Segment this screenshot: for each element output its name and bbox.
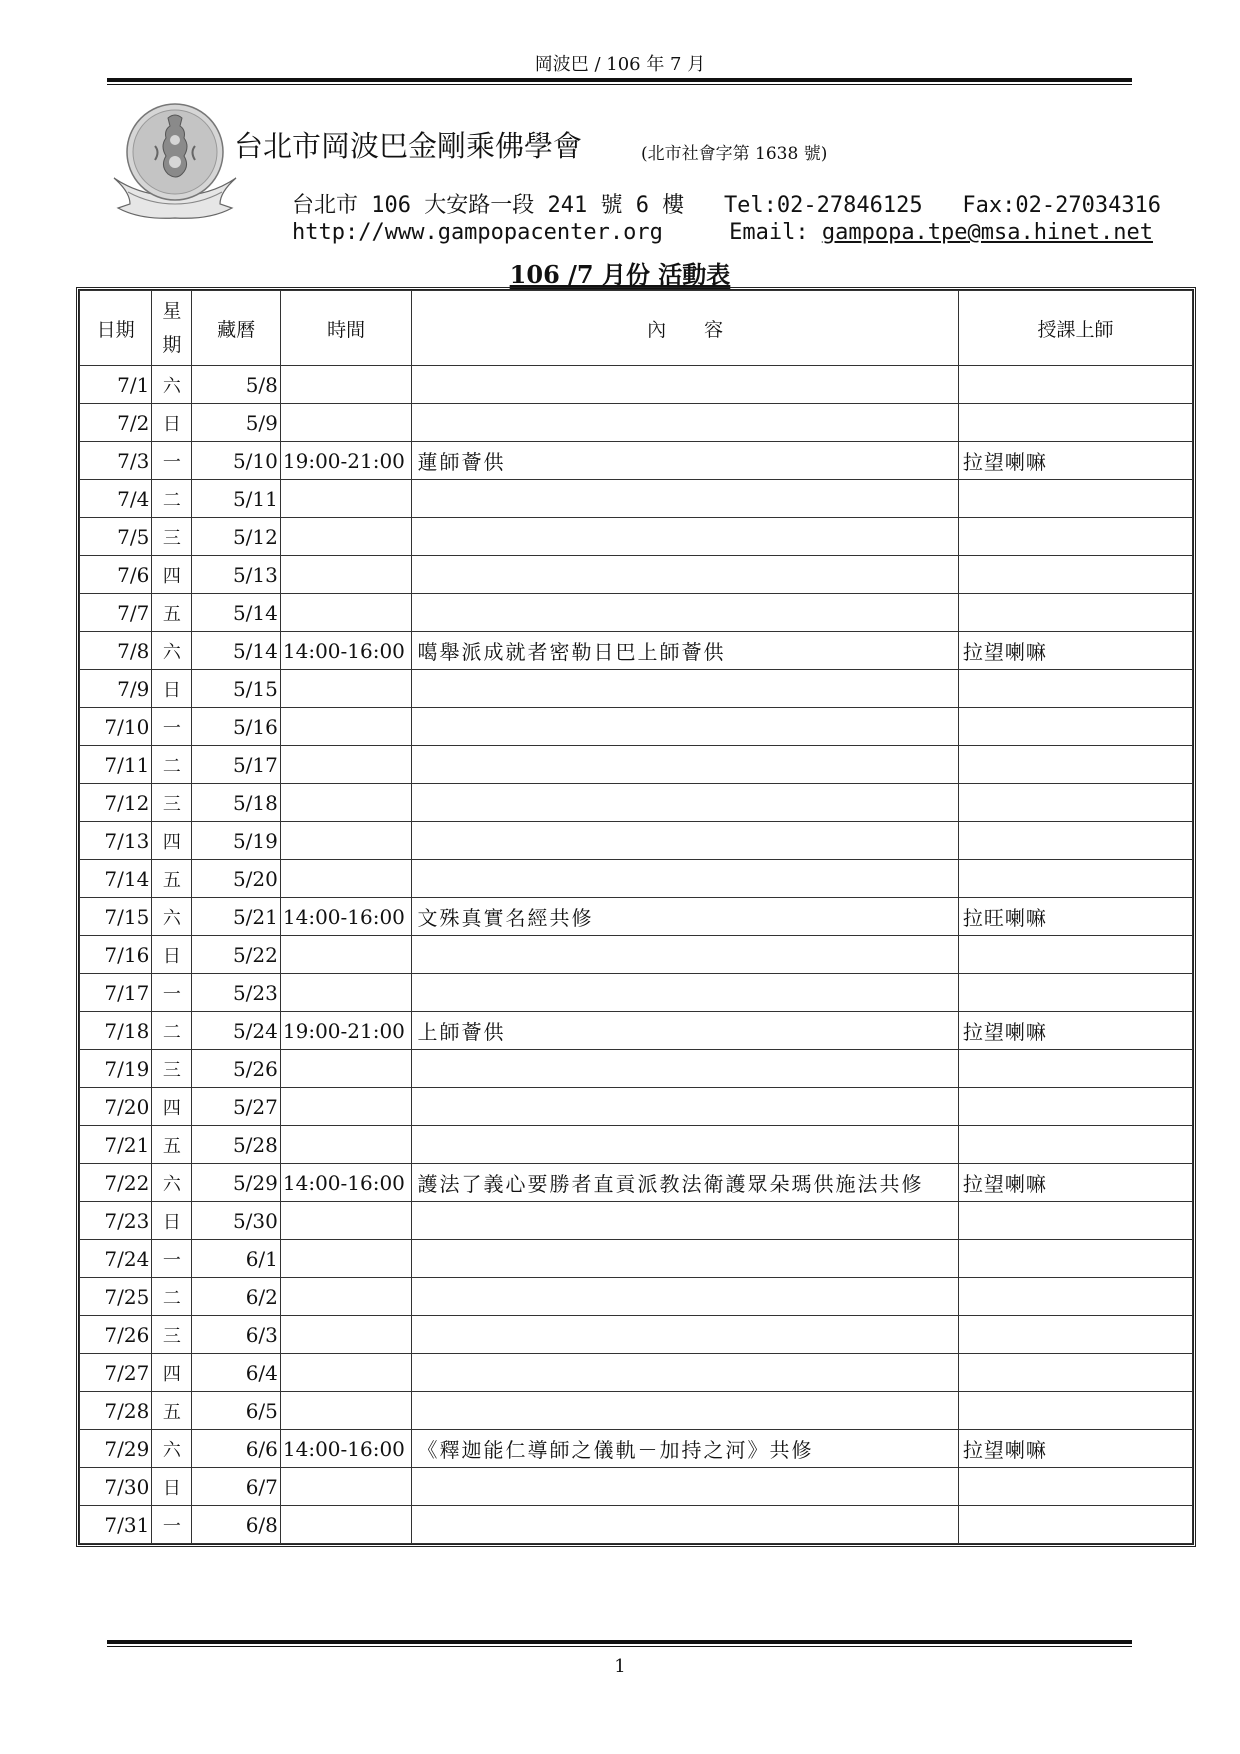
- table-row: [80, 366, 1193, 404]
- cell-content: [412, 1392, 958, 1430]
- table-row: [80, 1392, 1193, 1430]
- cell-lunar: 6/8: [192, 1506, 280, 1544]
- cell-teacher: 拉望喇嘛: [958, 1430, 1192, 1468]
- cell-date: 7/23: [80, 1202, 152, 1240]
- cell-teacher: 拉望喇嘛: [958, 1012, 1192, 1050]
- cell-teacher: [958, 974, 1192, 1012]
- bottom-rule: [107, 1640, 1132, 1644]
- table-row: [80, 1012, 1193, 1050]
- cell-lunar: 5/18: [192, 784, 280, 822]
- cell-time: 14:00-16:00: [280, 1164, 412, 1202]
- cell-teacher: 拉望喇嘛: [958, 632, 1192, 670]
- cell-content: [412, 366, 958, 404]
- cell-date: 7/19: [80, 1050, 152, 1088]
- cell-date: 7/4: [80, 480, 152, 518]
- cell-date: 7/20: [80, 1088, 152, 1126]
- telephone: Tel:02-27846125: [723, 193, 923, 218]
- cell-time: 14:00-16:00: [280, 1430, 412, 1468]
- cell-time: [280, 1088, 412, 1126]
- cell-lunar: 5/16: [192, 708, 280, 746]
- cell-content: [412, 670, 958, 708]
- cell-content: 噶舉派成就者密勒日巴上師薈供: [412, 632, 958, 670]
- cell-date: 7/2: [80, 404, 152, 442]
- cell-time: [280, 784, 412, 822]
- top-rule-thin: [107, 84, 1132, 85]
- cell-date: 7/13: [80, 822, 152, 860]
- cell-time: [280, 1468, 412, 1506]
- cell-date: 7/26: [80, 1316, 152, 1354]
- table-row: [80, 860, 1193, 898]
- cell-teacher: [958, 1354, 1192, 1392]
- table-row: [80, 1240, 1193, 1278]
- cell-weekday: 日: [152, 936, 192, 974]
- cell-weekday: 六: [152, 366, 192, 404]
- cell-lunar: 5/29: [192, 1164, 280, 1202]
- table-row: [80, 594, 1193, 632]
- cell-teacher: 拉望喇嘛: [958, 442, 1192, 480]
- table-row: [80, 784, 1193, 822]
- cell-time: [280, 708, 412, 746]
- cell-content: [412, 1468, 958, 1506]
- cell-weekday: 一: [152, 442, 192, 480]
- cell-content: [412, 480, 958, 518]
- cell-lunar: 5/24: [192, 1012, 280, 1050]
- cell-weekday: 五: [152, 1392, 192, 1430]
- cell-content: 《釋迦能仁導師之儀軌－加持之河》共修: [412, 1430, 958, 1468]
- cell-time: [280, 670, 412, 708]
- cell-weekday: 一: [152, 708, 192, 746]
- cell-time: 14:00-16:00: [280, 898, 412, 936]
- cell-weekday: 五: [152, 1126, 192, 1164]
- cell-time: [280, 746, 412, 784]
- cell-weekday: 二: [152, 1278, 192, 1316]
- cell-date: 7/5: [80, 518, 152, 556]
- cell-content: [412, 1202, 958, 1240]
- table-row: [80, 1506, 1193, 1544]
- table-row: [80, 1202, 1193, 1240]
- cell-date: 7/11: [80, 746, 152, 784]
- cell-teacher: [958, 784, 1192, 822]
- table-row: [80, 822, 1193, 860]
- cell-time: [280, 366, 412, 404]
- header-teacher: 授課上師: [958, 291, 1192, 366]
- header-weekday-1: 星: [162, 300, 182, 322]
- cell-lunar: 6/2: [192, 1278, 280, 1316]
- top-rule: [107, 78, 1132, 82]
- org-name: 台北市岡波巴金剛乘佛學會: [234, 129, 583, 163]
- header-content: 內 容: [412, 291, 958, 366]
- table-row: [80, 936, 1193, 974]
- org-logo-icon: [110, 100, 240, 225]
- cell-weekday: 三: [152, 518, 192, 556]
- cell-content: 上師薈供: [412, 1012, 958, 1050]
- cell-date: 7/8: [80, 632, 152, 670]
- cell-date: 7/1: [80, 366, 152, 404]
- cell-date: 7/14: [80, 860, 152, 898]
- cell-date: 7/18: [80, 1012, 152, 1050]
- cell-lunar: 6/7: [192, 1468, 280, 1506]
- table-row: [80, 1354, 1193, 1392]
- header-date: 日期: [80, 291, 152, 366]
- cell-lunar: 5/20: [192, 860, 280, 898]
- cell-weekday: 一: [152, 1240, 192, 1278]
- cell-time: [280, 1354, 412, 1392]
- cell-weekday: 三: [152, 784, 192, 822]
- cell-time: [280, 1278, 412, 1316]
- cell-lunar: 6/5: [192, 1392, 280, 1430]
- email-link[interactable]: gampopa.tpe@msa.hinet.net: [821, 220, 1153, 245]
- cell-weekday: 六: [152, 1430, 192, 1468]
- cell-weekday: 三: [152, 1050, 192, 1088]
- cell-teacher: [958, 594, 1192, 632]
- cell-lunar: 5/13: [192, 556, 280, 594]
- cell-weekday: 四: [152, 1354, 192, 1392]
- cell-time: [280, 1240, 412, 1278]
- table-header-row: [80, 291, 1193, 366]
- cell-content: [412, 860, 958, 898]
- cell-date: 7/28: [80, 1392, 152, 1430]
- cell-content: [412, 594, 958, 632]
- cell-content: [412, 746, 958, 784]
- cell-weekday: 五: [152, 860, 192, 898]
- cell-weekday: 四: [152, 822, 192, 860]
- contact-line-2: [292, 220, 1153, 245]
- cell-weekday: 一: [152, 974, 192, 1012]
- document-title: 106 /7 月份 活動表: [509, 260, 731, 289]
- cell-time: 14:00-16:00: [280, 632, 412, 670]
- cell-time: [280, 822, 412, 860]
- cell-weekday: 四: [152, 556, 192, 594]
- cell-lunar: 5/14: [192, 632, 280, 670]
- cell-content: [412, 1126, 958, 1164]
- cell-time: 19:00-21:00: [280, 1012, 412, 1050]
- cell-content: [412, 404, 958, 442]
- cell-teacher: [958, 1506, 1192, 1544]
- header-weekday: [152, 291, 192, 366]
- cell-weekday: 六: [152, 632, 192, 670]
- cell-lunar: 6/3: [192, 1316, 280, 1354]
- cell-teacher: [958, 708, 1192, 746]
- cell-lunar: 6/6: [192, 1430, 280, 1468]
- cell-teacher: [958, 860, 1192, 898]
- cell-weekday: 二: [152, 480, 192, 518]
- cell-teacher: 拉望喇嘛: [958, 1164, 1192, 1202]
- cell-teacher: [958, 1050, 1192, 1088]
- cell-time: [280, 1050, 412, 1088]
- cell-date: 7/27: [80, 1354, 152, 1392]
- cell-content: [412, 822, 958, 860]
- cell-teacher: [958, 1316, 1192, 1354]
- cell-lunar: 5/27: [192, 1088, 280, 1126]
- cell-date: 7/10: [80, 708, 152, 746]
- cell-lunar: 5/9: [192, 404, 280, 442]
- cell-weekday: 二: [152, 1012, 192, 1050]
- cell-date: 7/22: [80, 1164, 152, 1202]
- email-label: Email:: [729, 220, 809, 245]
- header-lunar: 藏曆: [192, 291, 280, 366]
- cell-teacher: [958, 366, 1192, 404]
- cell-weekday: 日: [152, 1468, 192, 1506]
- cell-date: 7/6: [80, 556, 152, 594]
- cell-content: [412, 1506, 958, 1544]
- cell-content: [412, 784, 958, 822]
- cell-content: [412, 1278, 958, 1316]
- cell-lunar: 5/12: [192, 518, 280, 556]
- cell-content: [412, 556, 958, 594]
- running-head: 岡波巴 / 106 年 7 月: [534, 54, 706, 75]
- cell-time: [280, 860, 412, 898]
- table-row: [80, 1164, 1193, 1202]
- table-row: [80, 404, 1193, 442]
- contact-line-1: [292, 188, 1161, 219]
- cell-weekday: 日: [152, 670, 192, 708]
- cell-weekday: 六: [152, 898, 192, 936]
- cell-teacher: [958, 518, 1192, 556]
- cell-time: [280, 404, 412, 442]
- cell-date: 7/12: [80, 784, 152, 822]
- cell-teacher: [958, 480, 1192, 518]
- table-row: [80, 518, 1193, 556]
- cell-lunar: 5/15: [192, 670, 280, 708]
- cell-time: [280, 936, 412, 974]
- cell-teacher: [958, 556, 1192, 594]
- cell-teacher: 拉旺喇嘛: [958, 898, 1192, 936]
- cell-date: 7/16: [80, 936, 152, 974]
- cell-lunar: 5/17: [192, 746, 280, 784]
- cell-time: [280, 1316, 412, 1354]
- cell-time: [280, 1126, 412, 1164]
- table-row: [80, 670, 1193, 708]
- cell-lunar: 5/8: [192, 366, 280, 404]
- schedule-table: [76, 287, 1196, 1547]
- cell-time: [280, 518, 412, 556]
- header-weekday-2: 期: [162, 334, 182, 356]
- cell-date: 7/25: [80, 1278, 152, 1316]
- table-row: [80, 556, 1193, 594]
- table-row: [80, 1430, 1193, 1468]
- table-row: [80, 632, 1193, 670]
- cell-content: [412, 1316, 958, 1354]
- table-row: [80, 442, 1193, 480]
- cell-teacher: [958, 1468, 1192, 1506]
- cell-lunar: 6/4: [192, 1354, 280, 1392]
- cell-time: [280, 556, 412, 594]
- table-row: [80, 746, 1193, 784]
- cell-content: [412, 518, 958, 556]
- cell-content: [412, 1050, 958, 1088]
- cell-lunar: 5/26: [192, 1050, 280, 1088]
- fax: Fax:02-27034316: [962, 193, 1162, 218]
- cell-weekday: 二: [152, 746, 192, 784]
- cell-content: 護法了義心要勝者直貢派教法衛護眾朵瑪供施法共修: [412, 1164, 958, 1202]
- cell-teacher: [958, 1126, 1192, 1164]
- table-row: [80, 898, 1193, 936]
- cell-teacher: [958, 746, 1192, 784]
- header-time: 時間: [280, 291, 412, 366]
- cell-teacher: [958, 1278, 1192, 1316]
- table-row: [80, 1126, 1193, 1164]
- table-row: [80, 1278, 1193, 1316]
- cell-lunar: 5/19: [192, 822, 280, 860]
- cell-content: [412, 1354, 958, 1392]
- cell-lunar: 5/22: [192, 936, 280, 974]
- cell-teacher: [958, 822, 1192, 860]
- table-row: [80, 480, 1193, 518]
- org-registration: (北市社會字第 1638 號): [641, 144, 828, 164]
- cell-content: [412, 936, 958, 974]
- website-link[interactable]: http://www.gampopacenter.org: [292, 220, 663, 245]
- cell-time: [280, 594, 412, 632]
- cell-weekday: 一: [152, 1506, 192, 1544]
- table-row: [80, 708, 1193, 746]
- cell-content: [412, 1240, 958, 1278]
- cell-date: 7/17: [80, 974, 152, 1012]
- cell-lunar: 5/14: [192, 594, 280, 632]
- cell-teacher: [958, 670, 1192, 708]
- address: 台北市 106 大安路一段 241 號 6 樓: [292, 193, 685, 218]
- cell-content: [412, 708, 958, 746]
- table-row: [80, 1468, 1193, 1506]
- cell-lunar: 5/21: [192, 898, 280, 936]
- cell-time: [280, 1202, 412, 1240]
- page-number: 1: [614, 1656, 626, 1677]
- cell-teacher: [958, 1202, 1192, 1240]
- cell-teacher: [958, 1088, 1192, 1126]
- cell-date: 7/3: [80, 442, 152, 480]
- cell-lunar: 6/1: [192, 1240, 280, 1278]
- cell-weekday: 三: [152, 1316, 192, 1354]
- cell-date: 7/7: [80, 594, 152, 632]
- cell-lunar: 5/10: [192, 442, 280, 480]
- cell-teacher: [958, 404, 1192, 442]
- cell-content: [412, 974, 958, 1012]
- cell-teacher: [958, 1240, 1192, 1278]
- cell-lunar: 5/11: [192, 480, 280, 518]
- cell-teacher: [958, 936, 1192, 974]
- cell-content: 蓮師薈供: [412, 442, 958, 480]
- cell-time: 19:00-21:00: [280, 442, 412, 480]
- cell-weekday: 六: [152, 1164, 192, 1202]
- cell-lunar: 5/30: [192, 1202, 280, 1240]
- bottom-rule-thin: [107, 1646, 1132, 1647]
- cell-content: 文殊真實名經共修: [412, 898, 958, 936]
- cell-date: 7/31: [80, 1506, 152, 1544]
- cell-weekday: 日: [152, 1202, 192, 1240]
- cell-time: [280, 480, 412, 518]
- table-row: [80, 1316, 1193, 1354]
- table-body: [80, 366, 1193, 1544]
- cell-time: [280, 974, 412, 1012]
- cell-teacher: [958, 1392, 1192, 1430]
- cell-date: 7/29: [80, 1430, 152, 1468]
- cell-date: 7/21: [80, 1126, 152, 1164]
- cell-date: 7/9: [80, 670, 152, 708]
- table-row: [80, 1050, 1193, 1088]
- cell-date: 7/15: [80, 898, 152, 936]
- cell-weekday: 五: [152, 594, 192, 632]
- table-row: [80, 1088, 1193, 1126]
- cell-weekday: 四: [152, 1088, 192, 1126]
- cell-weekday: 日: [152, 404, 192, 442]
- cell-date: 7/24: [80, 1240, 152, 1278]
- cell-time: [280, 1392, 412, 1430]
- cell-time: [280, 1506, 412, 1544]
- table-row: [80, 974, 1193, 1012]
- cell-lunar: 5/23: [192, 974, 280, 1012]
- cell-date: 7/30: [80, 1468, 152, 1506]
- cell-content: [412, 1088, 958, 1126]
- cell-lunar: 5/28: [192, 1126, 280, 1164]
